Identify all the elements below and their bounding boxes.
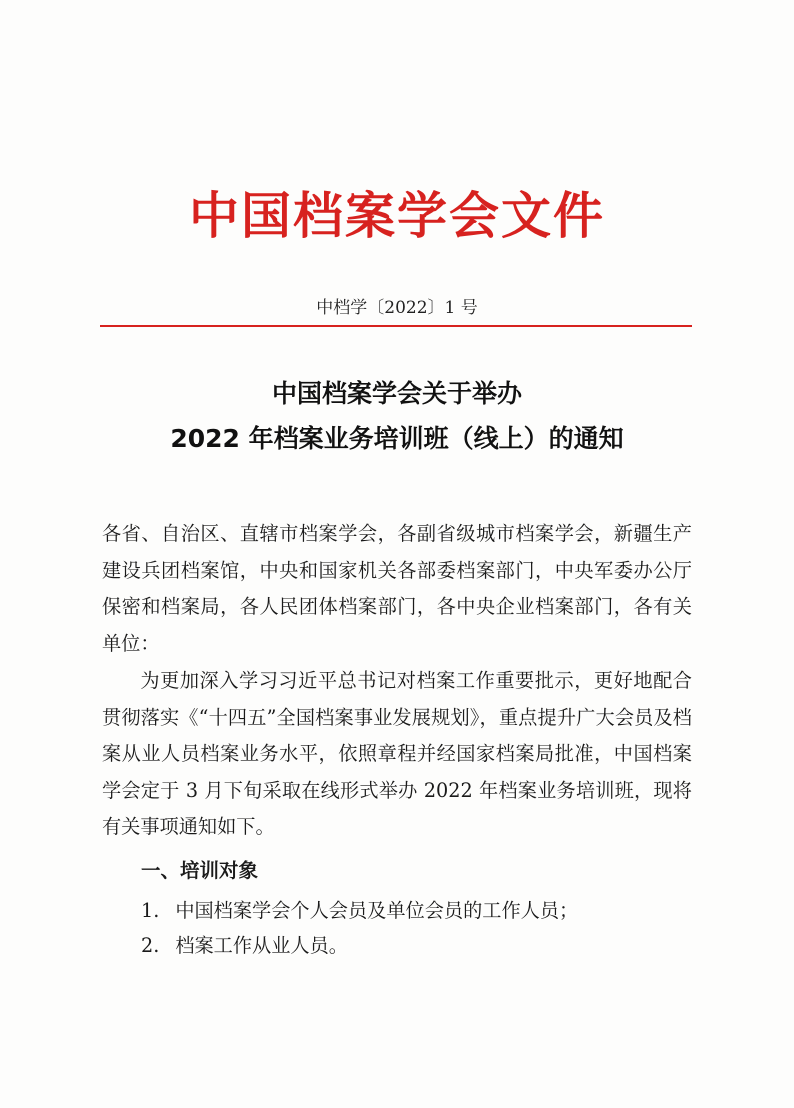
section-heading-training-targets: 一、培训对象 <box>141 859 259 882</box>
intro-paragraph: 为更加深入学习习近平总书记对档案工作重要批示，更好地配合贯彻落实《“十四五”全国档案事业发展规划》，重点提升广大会员及档案从业人员档案业务水平，依照章程并经国家档案局批准，中国档案学会定于 3 月下旬采取在线形式举办 2022 年档案业务培训班，现将有关事项通知如下。 <box>102 669 692 838</box>
list-item-number: 2. <box>141 934 160 957</box>
list-item-number: 1. <box>141 899 160 922</box>
list-item-text: 档案工作从业人员。 <box>175 934 348 957</box>
document-number: 中档学〔2022〕1 号 <box>316 298 478 318</box>
document-header-title: 中国档案学会文件 <box>189 187 605 245</box>
list-item-text: 中国档案学会个人会员及单位会员的工作人员； <box>175 899 579 922</box>
red-separator-line <box>100 325 692 327</box>
addressee-paragraph: 各省、自治区、直辖市档案学会，各副省级城市档案学会，新疆生产建设兵团档案馆，中央和国家机关各部委档案部门，中央军委办公厅保密和档案局，各人民团体档案部门，各中央企业档案部门，各有关单位： <box>102 522 692 655</box>
notice-title-line-2: 2022 年档案业务培训班（线上）的通知 <box>170 424 624 453</box>
list-item <box>141 931 348 958</box>
list-item <box>141 896 578 923</box>
notice-title-line-1: 中国档案学会关于举办 <box>271 379 522 408</box>
